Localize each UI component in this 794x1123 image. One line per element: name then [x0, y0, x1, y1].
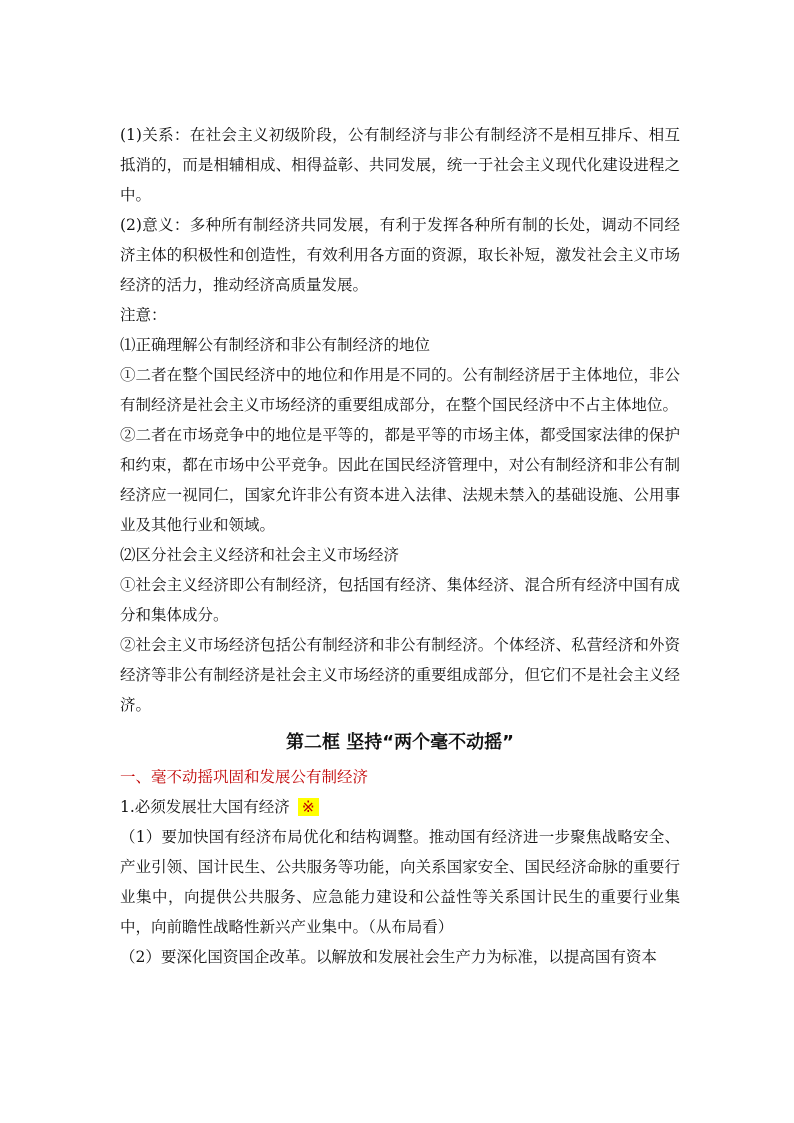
item-1	[120, 792, 680, 822]
paragraph-significance: (2)意义：多种所有制经济共同发展，有利于发挥各种所有制的长处，调动不同经济主体的积极性和创造性，有效利用各方面的资源，取长补短，激发社会主义市场经济的活力，推动经济高质量发展。	[120, 216, 680, 294]
note-item-1a: ①二者在整个国民经济中的地位和作用是不同的。公有制经济居于主体地位，非公有制经济是社会主义市场经济的重要组成部分，在整个国民经济中不占主体地位。	[120, 366, 680, 414]
paragraph-relationship: (1)关系：在社会主义初级阶段，公有制经济与非公有制经济不是相互排斥、相互抵消的，而是相辅相成、相得益彰、共同发展，统一于社会主义现代化建设进程之中。	[120, 126, 680, 204]
item-1-text: 1.必须发展壮大国有经济	[120, 798, 290, 816]
note-item-2a: ①社会主义经济即公有制经济，包括国有经济、集体经济、混合所有经济中国有成分和集体成分。	[120, 576, 680, 624]
sub-item-2: （2）要深化国资国企改革。以解放和发展社会生产力为标准，以提高国有资本	[120, 948, 657, 966]
note-item-2b: ②社会主义市场经济包括公有制经济和非公有制经济。个体经济、私营经济和外资经济等非公有制经济是社会主义市场经济的重要组成部分，但它们不是社会主义经济。	[120, 636, 680, 714]
important-mark-icon: ※	[298, 798, 319, 816]
note-item-1: ⑴正确理解公有制经济和非公有制经济的地位	[120, 336, 431, 354]
note-item-1b: ②二者在市场竞争中的地位是平等的，都是平等的市场主体，都受国家法律的保护和约束，都在市场中公平竞争。因此在国民经济管理中，对公有制经济和非公有制经济应一视同仁，国家允许非公有资本进入法律、法规未禁入的基础设施、公用事业及其他行业和领域。	[120, 426, 680, 534]
sub-item-1: （1）要加快国有经济布局优化和结构调整。推动国有经济进一步聚焦战略安全、产业引领、国计民生、公共服务等功能，向关系国家安全、国民经济命脉的重要行业集中，向提供公共服务、应急能力建设和公益性等关系国计民生的重要行业集中，向前瞻性战略性新兴产业集中。（从布局看）	[120, 828, 680, 936]
section-heading: 一、毫不动摇巩固和发展公有制经济	[120, 768, 369, 786]
document-page	[120, 120, 680, 972]
note-label: 注意：	[120, 306, 167, 324]
note-item-2: ⑵区分社会主义经济和社会主义市场经济	[120, 546, 400, 564]
section-title: 第二框 坚持“两个毫不动摇”	[286, 732, 514, 753]
